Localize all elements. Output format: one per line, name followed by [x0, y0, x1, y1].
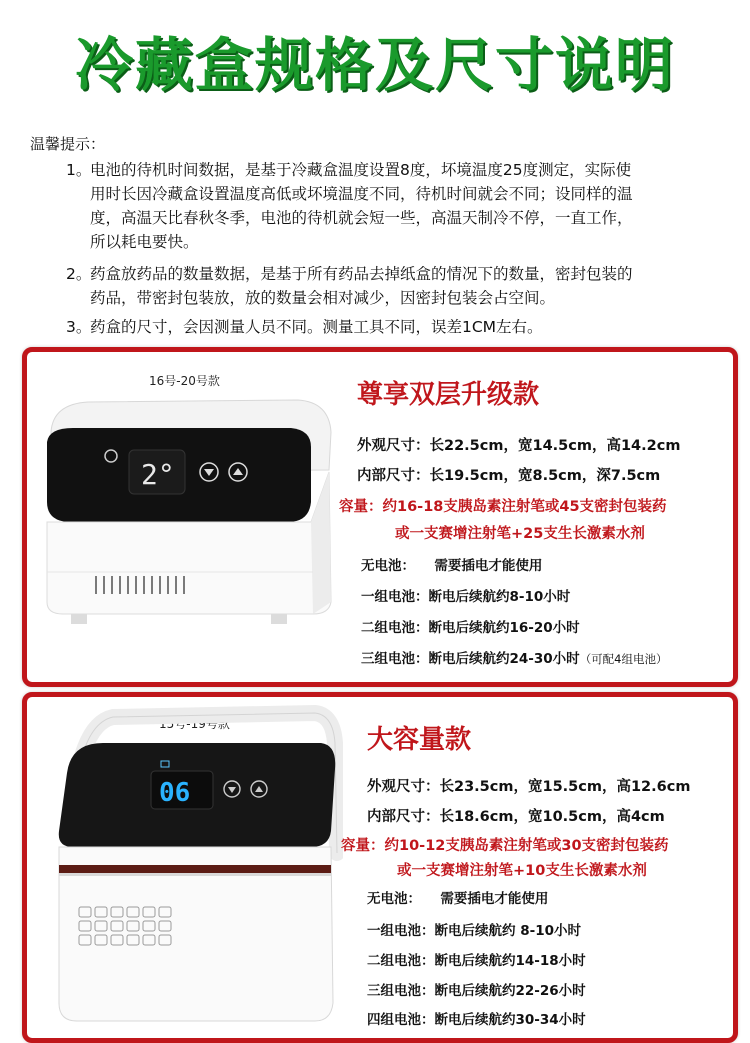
battery-spec-row: [367, 919, 581, 939]
battery-label: 一组电池：: [361, 589, 429, 605]
battery-value: 断电后续航约22-26小时: [434, 983, 586, 999]
model-label: 16号-20号款: [149, 374, 220, 388]
battery-label: 三组电池：: [367, 983, 435, 999]
battery-label: 二组电池：: [361, 620, 429, 636]
tip-line: 度，高温天比春秋冬季，电池的待机就会短一些，高温天制冷不停，一直工作，: [90, 209, 633, 227]
tip-item-1: [66, 158, 730, 254]
tip-number: 1。: [66, 161, 92, 179]
battery-spec-row: [361, 616, 580, 636]
tip-item-3: [66, 315, 730, 339]
capacity-line-2: 或一支赛增注射笔+10支生长激素水剂: [397, 863, 647, 879]
tip-number: 2。: [66, 265, 92, 283]
capacity-line-2: 或一支赛增注射笔+25支生长激素水剂: [395, 526, 645, 542]
tip-line: 药盒的尺寸，会因测量人员不同。测量工具不同，误差1CM左右。: [90, 318, 543, 336]
battery-spec-row: [367, 887, 548, 907]
tip-line: 药品，带密封包装放，放的数量会相对减少，因密封包装会占空间。: [90, 289, 556, 307]
battery-value: 断电后续航约24-30小时: [428, 651, 580, 667]
series-title: 尊享双层升级款: [357, 380, 540, 410]
battery-spec-row: [367, 1008, 586, 1028]
product-panel-premium: [22, 347, 738, 687]
tips-label: 温馨提示：: [30, 135, 106, 153]
cooler-box-image: [33, 392, 338, 642]
capacity-line-1: 容量：约10-12支胰岛素注射笔或30支密封包装药: [341, 838, 669, 854]
series-title: 大容量款: [367, 725, 472, 755]
display-readout: 06: [159, 778, 191, 808]
product-panel-large-capacity: [22, 692, 738, 1043]
battery-value: 断电后续航约 8-10小时: [434, 923, 581, 939]
tip-line: 所以耗电要快。: [90, 233, 199, 251]
tip-line: 药盒放药品的数量数据，是基于所有药品去掉纸盒的情况下的数量，密封包装的: [90, 265, 633, 283]
battery-note: （可配4组电池）: [579, 652, 668, 666]
outer-dimensions: 外观尺寸：长23.5cm，宽15.5cm，高12.6cm: [367, 779, 691, 795]
capacity-line-1: 容量：约16-18支胰岛素注射笔或45支密封包装药: [339, 499, 667, 515]
model-label: 15号-19号款: [159, 717, 230, 731]
battery-value: 断电后续航约30-34小时: [434, 1012, 586, 1028]
battery-value: 断电后续航约16-20小时: [428, 620, 580, 636]
tip-item-2: [66, 262, 730, 310]
battery-spec-row: [367, 979, 586, 999]
battery-value: 断电后续航约8-10小时: [428, 589, 571, 605]
battery-label: 四组电池：: [367, 1012, 435, 1028]
display-readout: 2°: [141, 458, 175, 491]
battery-label: 无电池：: [367, 891, 421, 907]
outer-dimensions: 外观尺寸：长22.5cm，宽14.5cm，高14.2cm: [357, 438, 681, 454]
battery-value: 需要插电才能使用: [434, 558, 543, 574]
tip-number: 3。: [66, 318, 92, 336]
battery-spec-row: [361, 554, 542, 574]
battery-label: 一组电池：: [367, 923, 435, 939]
cooler-box-image: [33, 703, 343, 1031]
inner-dimensions: 内部尺寸：长18.6cm，宽10.5cm，高4cm: [367, 809, 665, 825]
battery-spec-row: [361, 585, 570, 605]
inner-dimensions: 内部尺寸：长19.5cm，宽8.5cm，深7.5cm: [357, 468, 661, 484]
battery-label: 三组电池：: [361, 651, 429, 667]
battery-value: 需要插电才能使用: [440, 891, 549, 907]
battery-label: 二组电池：: [367, 953, 435, 969]
page-title: 冷藏盒规格及尺寸说明: [74, 31, 675, 99]
battery-spec-row: [367, 949, 586, 969]
tip-line: 用时长因冷藏盒设置温度高低或坏境温度不同，待机时间就会不同；设同样的温: [90, 185, 633, 203]
battery-spec-row: [361, 647, 668, 667]
battery-value: 断电后续航约14-18小时: [434, 953, 586, 969]
tip-line: 电池的待机时间数据，是基于冷藏盒温度设置8度，坏境温度25度测定，实际使: [90, 161, 632, 179]
battery-label: 无电池：: [361, 558, 415, 574]
